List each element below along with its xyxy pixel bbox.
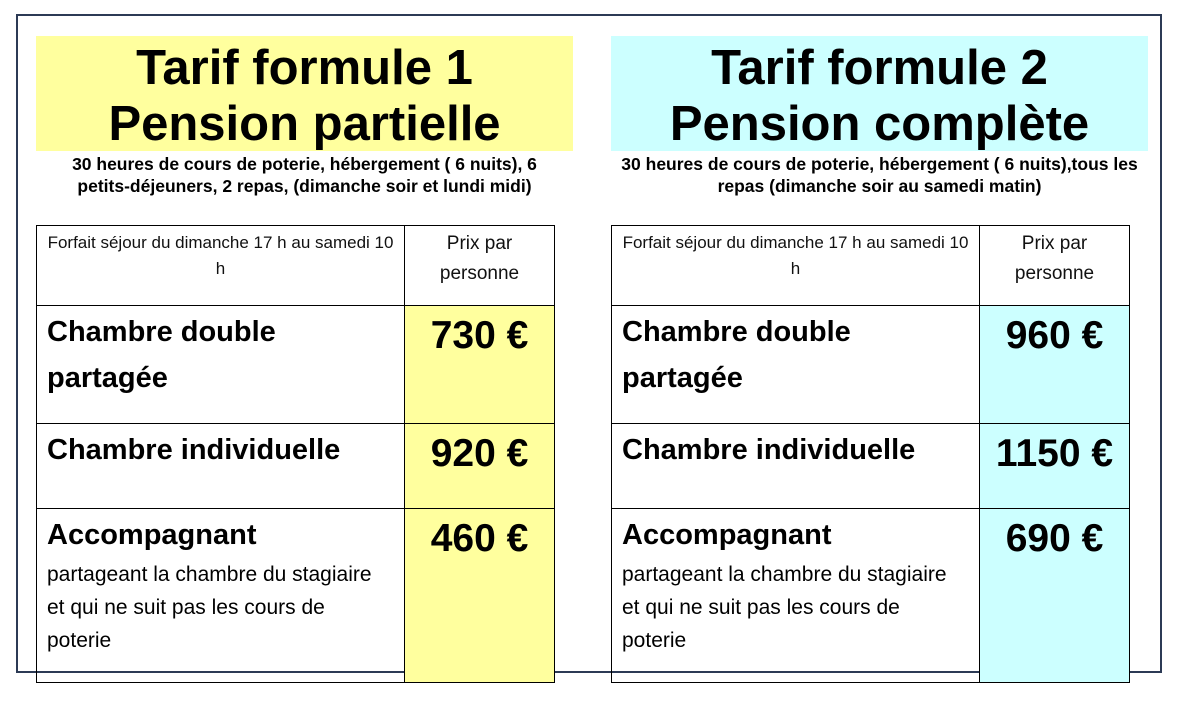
table-row bbox=[37, 424, 555, 509]
formula-2-description: 30 heures de cours de poterie, hébergement ( 6 nuits),tous les repas (dimanche soir au samedi matin) bbox=[621, 154, 1138, 196]
formula-2-title-line2: Pension complète bbox=[669, 97, 1090, 151]
row-label-cell bbox=[612, 509, 980, 683]
row-price: 1150 € bbox=[980, 424, 1130, 509]
table-row bbox=[612, 306, 1130, 424]
header-price-label: Prix par personne bbox=[980, 226, 1130, 306]
row-label-cell bbox=[37, 509, 405, 683]
row-price: 690 € bbox=[980, 509, 1130, 683]
table-row bbox=[612, 424, 1130, 509]
header-stay-label: Forfait séjour du dimanche 17 h au samedi 10 h bbox=[37, 226, 405, 306]
row-price: 960 € bbox=[980, 306, 1130, 424]
table-row bbox=[612, 509, 1130, 683]
row-price: 730 € bbox=[405, 306, 555, 424]
row-label: Accompagnant bbox=[622, 519, 832, 551]
row-label: Chambre double partagée bbox=[37, 306, 405, 424]
table-header-row bbox=[37, 226, 555, 306]
table-row bbox=[37, 509, 555, 683]
row-label: Chambre individuelle bbox=[612, 424, 980, 509]
formula-2-panel bbox=[611, 36, 1148, 683]
row-label: Accompagnant bbox=[47, 519, 257, 551]
header-price-label: Prix par personne bbox=[405, 226, 555, 306]
row-sublabel: partageant la chambre du stagiaire et qui ne suit pas les cours de poterie bbox=[47, 563, 372, 652]
formula-1-title-line2: Pension partielle bbox=[108, 97, 501, 151]
row-label: Chambre double partagée bbox=[612, 306, 980, 424]
table-header-row bbox=[612, 226, 1130, 306]
row-price: 920 € bbox=[405, 424, 555, 509]
formula-1-description: 30 heures de cours de poterie, hébergement ( 6 nuits), 6 petits-déjeuners, 2 repas, (dimanche soir et lundi midi) bbox=[72, 154, 537, 196]
formula-1-rate-table bbox=[36, 225, 555, 683]
formula-1-panel bbox=[36, 36, 573, 683]
table-row bbox=[37, 306, 555, 424]
formula-1-title bbox=[36, 36, 573, 151]
row-sublabel: partageant la chambre du stagiaire et qui ne suit pas les cours de poterie bbox=[622, 563, 947, 652]
formula-2-title bbox=[611, 36, 1148, 151]
row-price: 460 € bbox=[405, 509, 555, 683]
header-stay-label: Forfait séjour du dimanche 17 h au samedi 10 h bbox=[612, 226, 980, 306]
formula-2-rate-table bbox=[611, 225, 1130, 683]
row-label: Chambre individuelle bbox=[37, 424, 405, 509]
formula-2-title-line1: Tarif formule 2 bbox=[711, 41, 1048, 95]
formula-1-title-line1: Tarif formule 1 bbox=[136, 41, 473, 95]
